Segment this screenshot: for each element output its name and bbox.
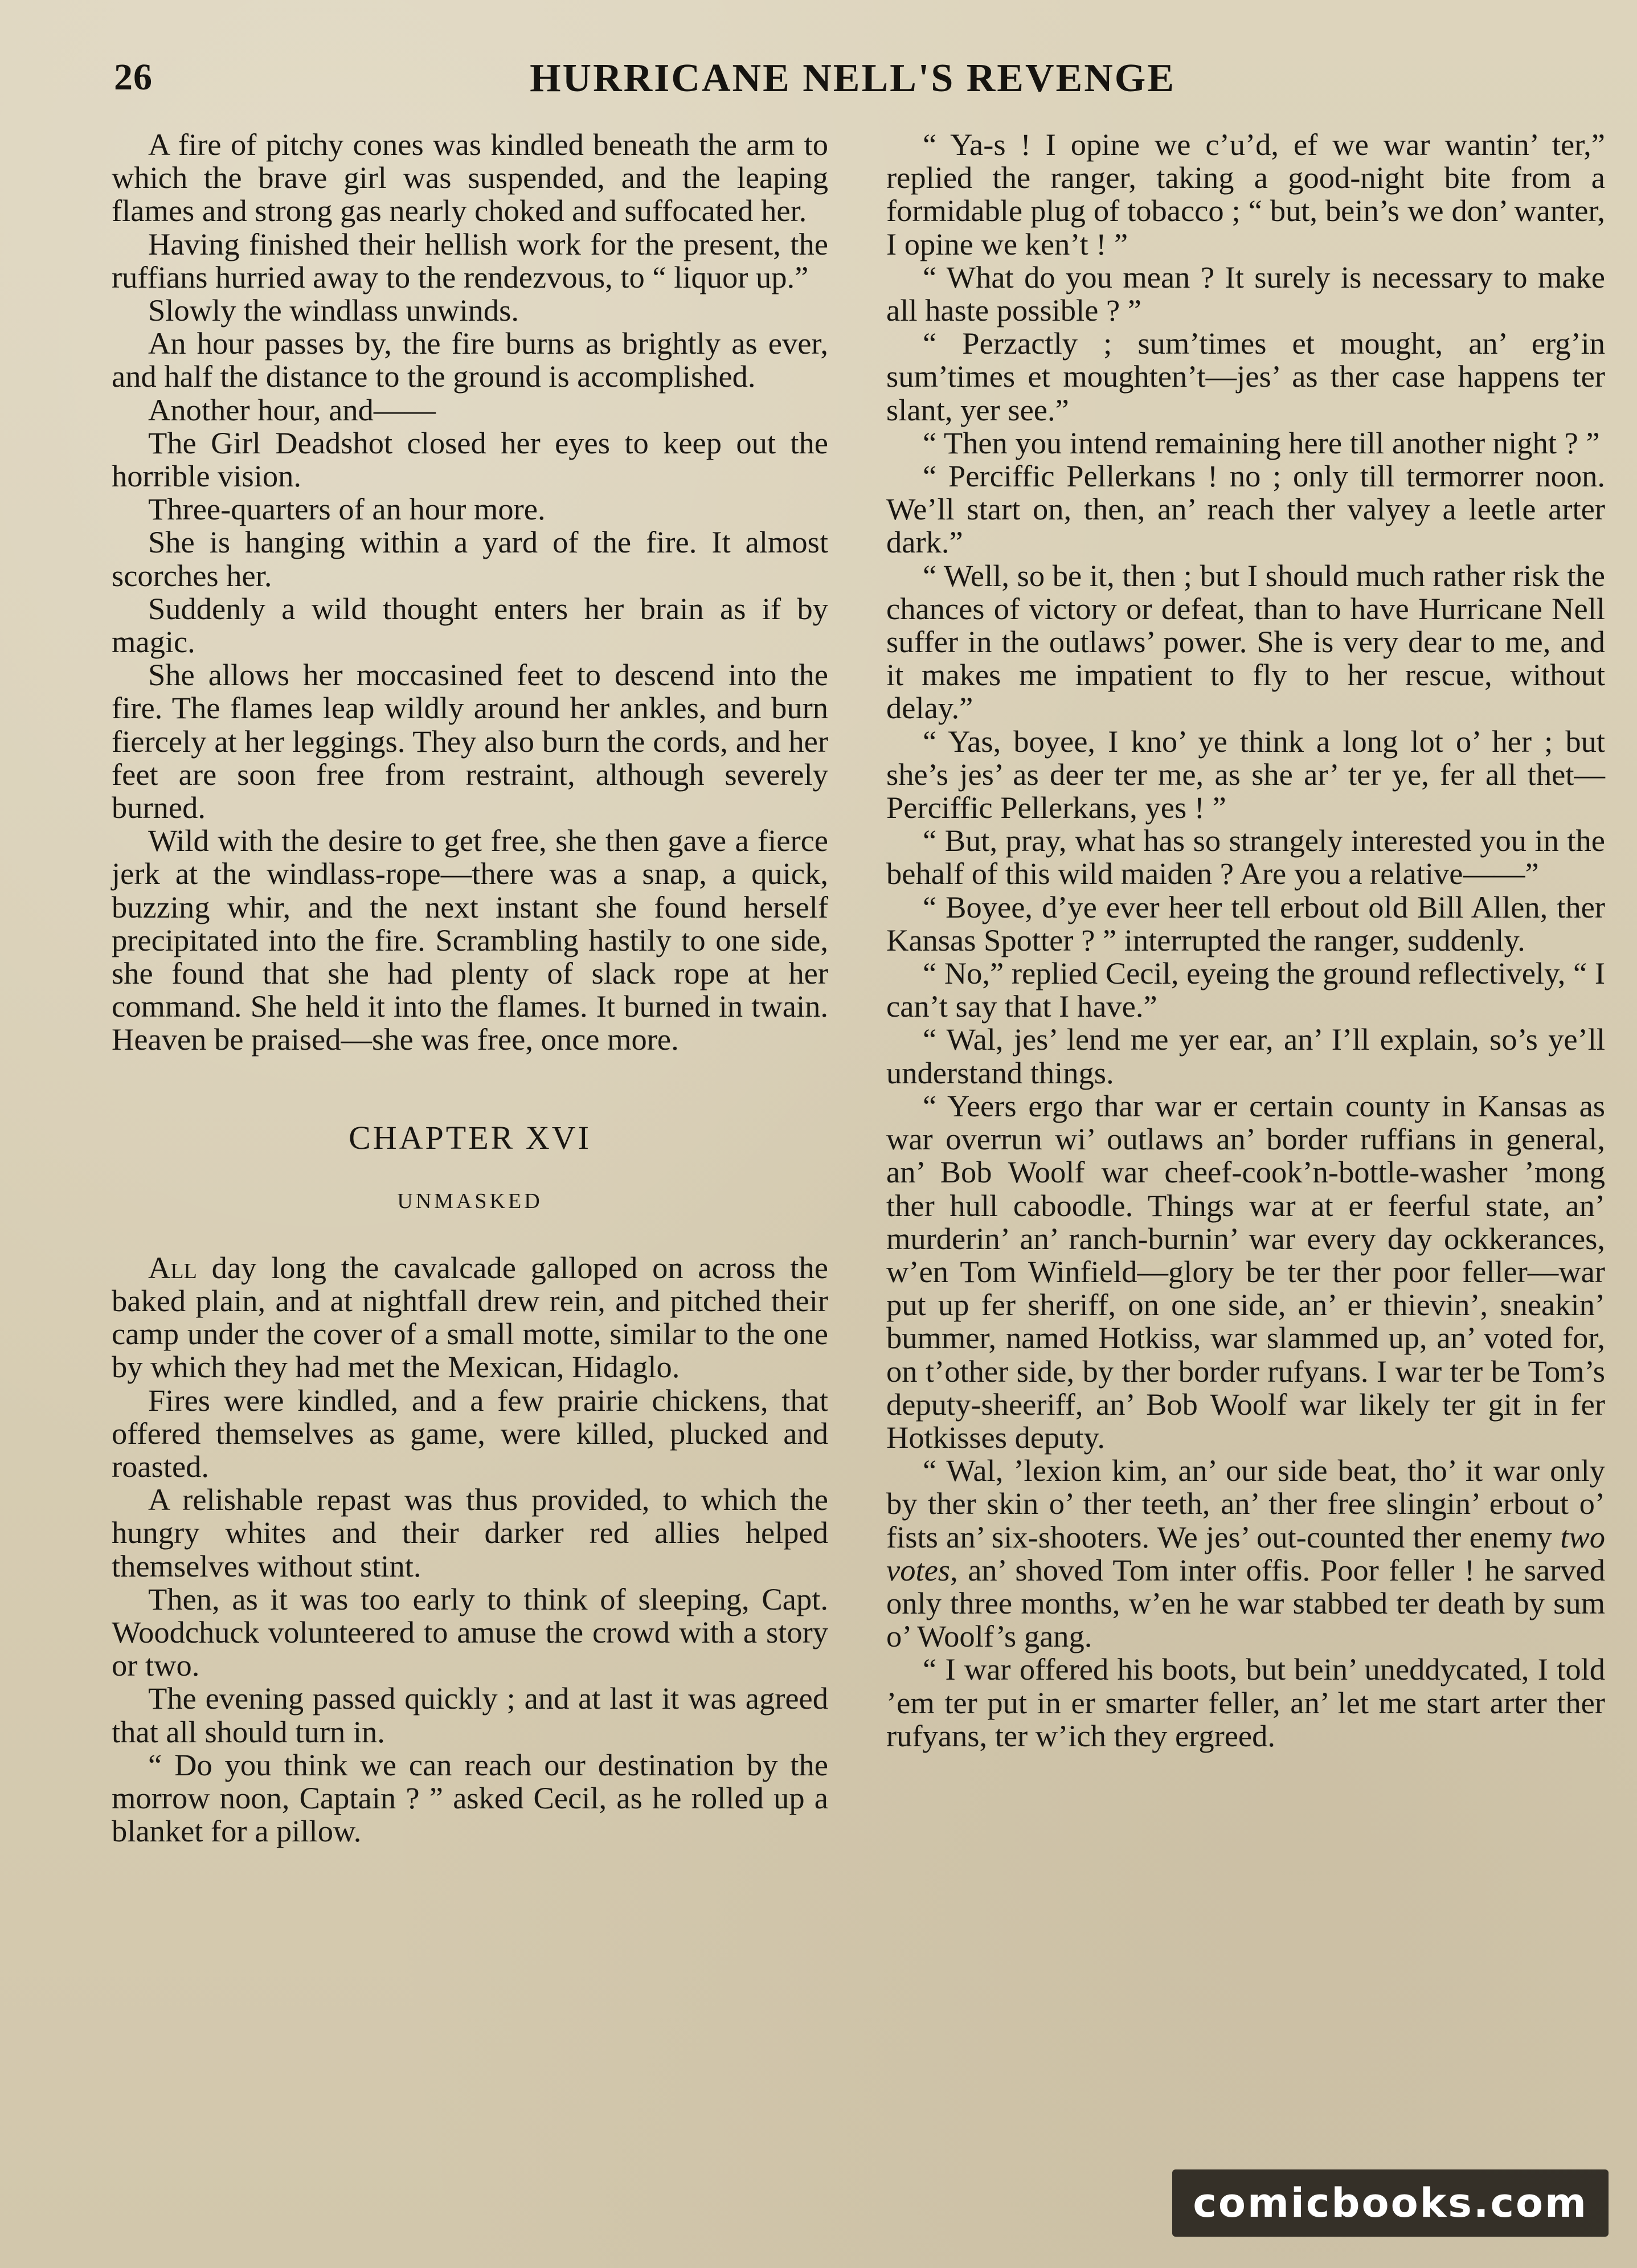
paragraph: The Girl Deadshot closed her eyes to keep out the horrible vision. (112, 425, 828, 494)
left-column (112, 128, 828, 1848)
paragraph: “ Perciffic Pellerkans ! no ; only till termorrer noon. We’ll start on, then, an’ reach ther valyey a leetle arter dark.” (886, 458, 1605, 560)
paragraph: “ Yas, boyee, I kno’ ye think a long lot o’ her ; but she’s jes’ as deer ter me, as she ar’ ter ye, fer all thet—Perciffic Pellerkans, yes ! ” (886, 723, 1605, 825)
paragraph: Fires were kindled, and a few prairie chickens, that offered themselves as game, were killed, plucked and roasted. (112, 1382, 828, 1484)
paragraph: “ But, pray, what has so strangely interested you in the behalf of this wild maiden ? Are you a relative——” (886, 823, 1605, 891)
paragraph: “ I war offered his boots, but bein’ uneddycated, I told ’em ter put in er smarter feller, an’ let me start arter ther rufyans, ter w’ich they ergreed. (886, 1652, 1605, 1753)
paragraph: “ What do you mean ? It surely is necessary to make all haste possible ? ” (886, 259, 1605, 328)
paragraph: A fire of pitchy cones was kindled beneath the arm to which the brave girl was suspended, and the leaping flames and strong gas nearly choked and suffocated her. (112, 127, 828, 228)
page-header (114, 46, 1569, 125)
paragraph: A relishable repast was thus provided, to which the hungry whites and their darker red allies helped themselves without stint. (112, 1482, 828, 1583)
paragraph: Wild with the desire to get free, she then gave a fierce jerk at the windlass-rope—there was a snap, a quick, buzzing whir, and the next instant she found herself precipitated into the fire. Scrambling hastily to one side, she found that she had plenty of slack rope at her command. She held it into the flames. It burned in twain. Heaven be praised—she was free, once more. (112, 823, 828, 1057)
paragraph: “ Wal, jes’ lend me yer ear, an’ I’ll explain, so’s ye’ll understand things. (886, 1022, 1605, 1090)
paragraph: “ Perzactly ; sum’times et mought, an’ erg’in sum’times et moughten’t—jes’ as ther case happens ter slant, yer see.” (886, 326, 1605, 427)
paragraph: Then, as it was too early to think of sleeping, Capt. Woodchuck volunteered to amuse the crowd with a story or two. (112, 1581, 828, 1683)
chapter-heading (112, 1118, 828, 1215)
paragraph: She allows her moccasined feet to descend into the fire. The flames leap wildly around her ankles, and burn fiercely at her leggings. They also burn the cords, and her feet are soon free from restraint, although severely burned. (112, 657, 828, 825)
paragraph: Three-quarters of an hour more. (148, 492, 546, 527)
paragraph: “ Do you think we can reach our destination by the morrow noon, Captain ? ” asked Cecil, as he rolled up a blanket for a pillow. (112, 1747, 828, 1849)
paragraph: “ Ya-s ! I opine we c’u’d, ef we war wantin’ ter,” replied the ranger, taking a good-night bite from a formidable plug of tobacco ; “ but, bein’s we don’ wanter, I opine we ken’t ! ” (886, 127, 1605, 261)
paragraph: Suddenly a wild thought enters her brain as if by magic. (112, 591, 828, 660)
paragraph: “ No,” replied Cecil, eyeing the ground reflectively, “ I can’t say that I have.” (886, 956, 1605, 1024)
paragraph (886, 1454, 1605, 1653)
opening-text: day long the cavalcade galloped on across the baked plain, and at nightfall drew rein, and pitched their camp under the cover of a small motte, similar to the one by which they had met the Mexican, Hidaglo. (112, 1250, 828, 1385)
chapter-title: CHAPTER XVI (349, 1119, 591, 1156)
right-column (886, 128, 1605, 1753)
opening-word: All (148, 1250, 197, 1285)
paragraph: Another hour, and—— (148, 392, 436, 427)
page-number: 26 (114, 56, 153, 98)
text-run: , an’ shoved Tom inter offis. Poor feller ! he sarved only three months, w’en he war stabbed ter death by sum o’ Woolf’s gang. (886, 1552, 1605, 1654)
chapter-opening-paragraph (112, 1251, 828, 1384)
paragraph: “ Then you intend remaining here till another night ? ” (923, 425, 1600, 460)
chapter-subtitle: UNMASKED (397, 1189, 543, 1213)
paragraph: “ Boyee, d’ye ever heer tell erbout old Bill Allen, ther Kansas Spotter ? ” interrupted the ranger, suddenly. (886, 889, 1605, 957)
paragraph: Slowly the windlass unwinds. (148, 293, 519, 328)
text-run: “ Wal, ’lexion kim, an’ our side beat, tho’ it war only by ther skin o’ ther teeth, an’ ther free slingin’ erbout o’ fists an’ six-shooters. We jes’ out-counted ther enemy (886, 1453, 1605, 1554)
paragraph: “ Well, so be it, then ; but I should much rather risk the chances of victory or defeat, than to have Hurricane Nell suffer in the outlaws’ power. She is very dear to me, and it makes me impatient to fly to her rescue, without delay.” (886, 558, 1605, 726)
running-title: HURRICANE NELL'S REVENGE (530, 56, 1176, 100)
paragraph: “ Yeers ergo thar war er certain county in Kansas as war overrun wi’ outlaws an’ border ruffians in general, an’ Bob Woolf war cheef-cook’n-bottle-washer ’mong ther hull caboodle. Things war at er feerful state, an’ murderin’ an’ ranch-burnin’ war every day ockkerances, w’en Tom Winfield—glory be ter ther poor feller—war put up fer sheriff, on one side, an’ er thievin’, sneakin’ bummer, named Hotkiss, war slammed up, an’ voted for, on t’other side, by ther border rufyans. I war ter be Tom’s deputy-sheeriff, an’ Bob Woolf war likely ter git in fer Hotkisses deputy. (886, 1088, 1605, 1455)
italic-emphasis: two votes (886, 1519, 1605, 1587)
paragraph: The evening passed quickly ; and at last it was agreed that all should turn in. (112, 1681, 828, 1749)
paragraph: She is hanging within a yard of the fire. It almost scorches her. (112, 525, 828, 593)
paragraph: An hour passes by, the fire burns as brightly as ever, and half the distance to the ground is accomplished. (112, 326, 828, 394)
watermark-logo: comicbooks.com (1172, 2169, 1609, 2237)
paragraph: Having finished their hellish work for the present, the ruffians hurried away to the rendezvous, to “ liquor up.” (112, 226, 828, 294)
